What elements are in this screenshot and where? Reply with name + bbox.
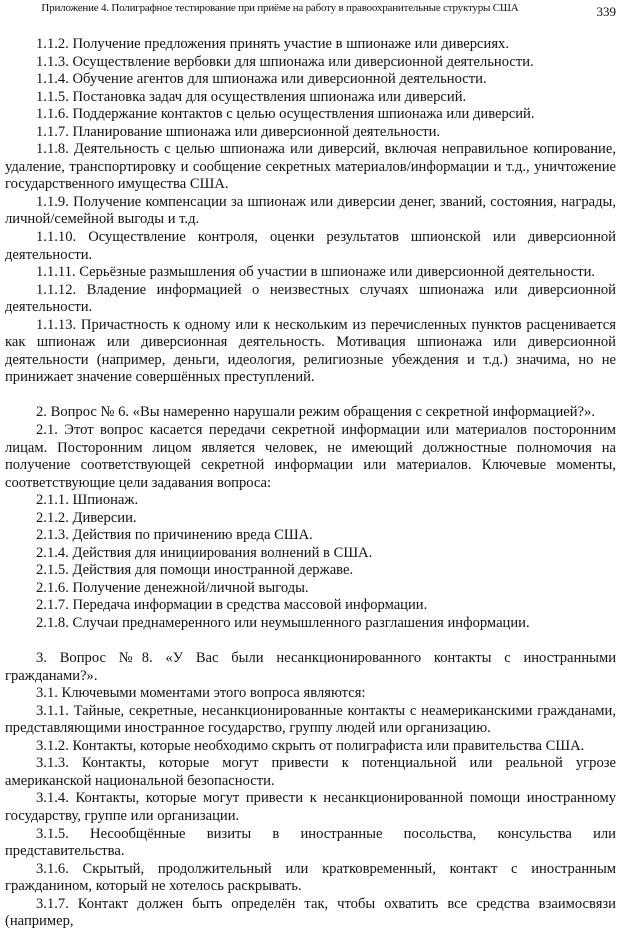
paragraph: 1.1.6. Поддержание контактов с целью осуществления шпионажа или диверсий. xyxy=(36,106,535,123)
spacer xyxy=(5,387,616,405)
page-body xyxy=(5,36,616,931)
paragraph: 3.1.7. Контакт должен быть определён так, чтобы охватить все средства взаимосвязи (например, xyxy=(5,895,616,930)
paragraph: 2.1.8. Случаи преднамеренного или неумышленного разглашения информации. xyxy=(36,615,530,631)
paragraph: 2. Вопрос № 6. «Вы намеренно нарушали режим обращения с секретной информацией?». xyxy=(36,404,595,421)
paragraph: 1.1.13. Причастность к одному или к нескольким из перечисленных пунктов расценивается как шпионаж или диверсионная деятельность. Мотивация шпионажа или диверсионной деятельности (например, деньги, идеология, религиозные убеждения и т.д.) значима, но не принижает значение совершённых преступлений. xyxy=(5,316,616,386)
paragraph: 1.1.10. Осуществление контроля, оценки результатов шпионской или диверсионной деятельности. xyxy=(5,229,616,263)
paragraph: 2.1.4. Действия для инициирования волнений в США. xyxy=(36,544,373,561)
paragraph: 3.1.5. Несообщённые визиты в иностранные посольства, консульства или представительства. xyxy=(5,825,616,860)
paragraph: 2.1.6. Получение денежной/личной выгоды. xyxy=(36,579,309,596)
paragraph: 2.1.5. Действия для помощи иностранной державе. xyxy=(36,562,354,579)
paragraph: 3.1.2. Контакты, которые необходимо скрыть от полиграфиста или правительства США. xyxy=(36,737,585,754)
paragraph: 1.1.8. Деятельность с целью шпионажа или диверсий, включая неправильное копирование, удаление, транспортировку и сообщение секретных материалов/информации и т.д., уничтожение государственного имущества США. xyxy=(5,141,616,193)
section-question-8 xyxy=(5,650,616,931)
paragraph: 3.1.4. Контакты, которые могут привести к несанкционированной помощи иностранному государству, группе или организации. xyxy=(5,790,616,824)
paragraph: 1.1.4. Обучение агентов для шпионажа или диверсионной деятельности. xyxy=(36,71,487,88)
paragraph: 2.1. Этот вопрос касается передачи секретной информации или материалов посторонним лицам. Посторонним лицом является человек, не имеющий должностные полномочия на получение соответствующей секретной информации или материалов. Ключевые моменты, соответствующие цели задавания вопроса: xyxy=(5,421,616,491)
paragraph: 3. Вопрос №8. «У Вас были несанкционированного контакты с иностранными гражданами?». xyxy=(5,650,616,684)
paragraph: 3.1.3. Контакты, которые могут привести к потенциальной или реальной угрозе американской национальной безопасности. xyxy=(5,755,616,789)
paragraph: 1.1.12. Владение информацией о неизвестных случаях шпионажа или диверсионной деятельности. xyxy=(5,281,616,316)
paragraph: 2.1.3. Действия по причинению вреда США. xyxy=(36,527,313,544)
section-espionage-items xyxy=(5,36,616,387)
paragraph: 1.1.5. Постановка задач для осуществления шпионажа или диверсий. xyxy=(36,88,467,105)
section-question-6 xyxy=(5,404,616,632)
paragraph: 1.1.2. Получение предложения принять участие в шпионаже или диверсиях. xyxy=(36,36,509,52)
paragraph: 1.1.3. Осуществление вербовки для шпионажа или диверсионной деятельности. xyxy=(36,53,534,70)
paragraph: 2.1.2. Диверсии. xyxy=(36,509,137,526)
paragraph: 1.1.9. Получение компенсации за шпионаж или диверсии денег, званий, состояния, награды, личной/семейной выгоды и т.д. xyxy=(5,193,616,228)
paragraph: 3.1.6. Скрытый, продолжительный или кратковременный, контакт с иностранным гражданином, который не хотелось раскрывать. xyxy=(5,860,616,895)
paragraph: 3.1.1. Тайные, секретные, несанкционированные контакты с неамериканскими гражданами, представляющими иностранное государство, группу людей или организацию. xyxy=(5,702,616,737)
spacer xyxy=(5,633,616,651)
paragraph: 3.1. Ключевыми моментами этого вопроса являются: xyxy=(36,685,366,702)
paragraph: 1.1.7. Планирование шпионажа или диверсионной деятельности. xyxy=(36,123,441,140)
paragraph: 1.1.11. Серьёзные размышления об участии в шпионаже или диверсионной деятельности. xyxy=(36,264,596,281)
page-number: 339 xyxy=(596,4,616,19)
paragraph: 2.1.7. Передача информации в средства массовой информации. xyxy=(36,597,428,614)
paragraph: 2.1.1. Шпионаж. xyxy=(36,492,139,509)
running-header: Приложение 4. Полиграфное тестирование при приёме на работу в правоохранительные структуры США xyxy=(41,2,519,14)
